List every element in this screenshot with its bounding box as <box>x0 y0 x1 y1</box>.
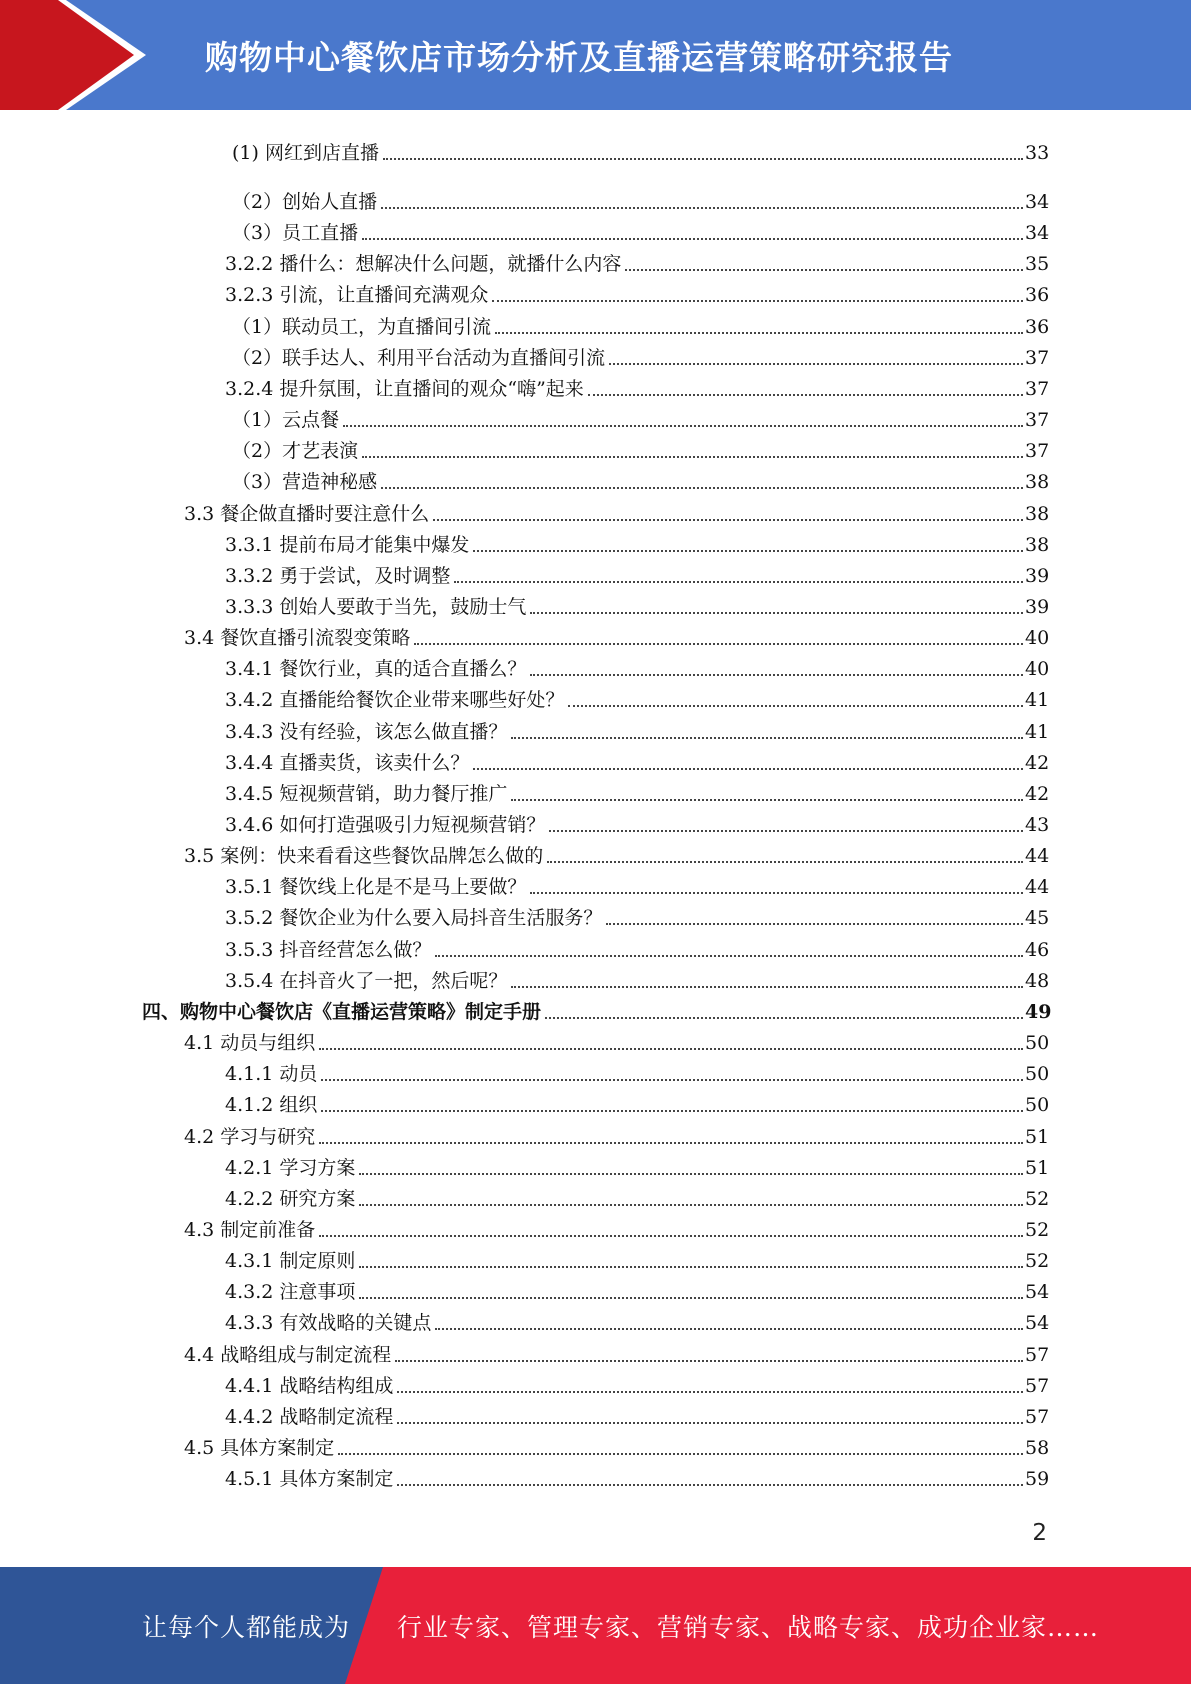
toc-entry-label: 4.3.3 有效战略的关键点 <box>225 1312 432 1335</box>
toc-dot-leader <box>511 986 1023 988</box>
toc-entry[interactable] <box>225 1372 1050 1400</box>
toc-entry-page: 44 <box>1025 845 1050 868</box>
toc-dot-leader <box>397 1422 1023 1424</box>
toc-entry-page: 37 <box>1025 440 1050 463</box>
toc-dot-leader <box>362 456 1023 458</box>
toc-entry-page: 39 <box>1025 595 1050 618</box>
toc-entry-page: 44 <box>1025 876 1050 899</box>
toc-entry-label: 4.4.2 战略制定流程 <box>225 1405 394 1428</box>
toc-entry-page: 39 <box>1025 564 1050 587</box>
toc-entry-label: 3.5.2 餐饮企业为什么要入局抖音生活服务？ <box>225 907 603 930</box>
toc-entry-page: 43 <box>1025 814 1050 836</box>
toc-entry[interactable] <box>232 344 1050 372</box>
toc-entry-label: 4.3 制定前准备 <box>184 1218 316 1241</box>
toc-entry[interactable] <box>225 1091 1050 1119</box>
toc-entry-page: 49 <box>1025 1000 1052 1023</box>
toc-entry-page: 40 <box>1025 627 1050 650</box>
toc-entry-page: 59 <box>1025 1468 1050 1491</box>
toc-entry[interactable] <box>225 1247 1050 1275</box>
toc-entry-label: （2）联手达人、利用平台活动为直播间引流 <box>232 346 606 369</box>
toc-entry[interactable] <box>225 1403 1050 1431</box>
toc-entry-label: 3.4.1 餐饮行业，真的适合直播么？ <box>225 658 527 681</box>
toc-entry[interactable] <box>232 468 1050 496</box>
toc-entry-page: 46 <box>1025 938 1050 961</box>
toc-dot-leader <box>588 394 1023 396</box>
toc-entry-page: 52 <box>1025 1187 1050 1210</box>
toc-entry-label: 3.4.5 短视频营销，助力餐厅推广 <box>225 782 508 805</box>
toc-entry[interactable] <box>225 1465 1050 1493</box>
toc-entry[interactable] <box>232 437 1050 465</box>
toc-entry[interactable] <box>225 1154 1050 1182</box>
toc-entry[interactable] <box>225 375 1050 403</box>
toc-entry-page: 57 <box>1025 1405 1050 1428</box>
toc-dot-leader <box>549 830 1023 832</box>
toc-entry-page: 37 <box>1025 346 1050 369</box>
toc-entry-label: 3.4.6 如何打造强吸引力短视频营销？ <box>225 814 546 836</box>
toc-dot-leader <box>473 768 1023 770</box>
toc-entry[interactable] <box>184 1123 1050 1151</box>
toc-entry-page: 52 <box>1025 1218 1050 1241</box>
toc-dot-leader <box>435 955 1023 957</box>
toc-entry-page: 58 <box>1025 1437 1050 1459</box>
toc-entry-page: 42 <box>1025 751 1050 774</box>
toc-entry-label: 3.5 案例：快来看看这些餐饮品牌怎么做的 <box>184 845 544 868</box>
toc-dot-leader <box>395 1360 1023 1362</box>
toc-entry-label: 3.2.2 播什么：想解决什么问题，就播什么内容 <box>225 253 622 276</box>
report-title: 购物中心餐饮店市场分析及直播运营策略研究报告 <box>205 37 953 77</box>
toc-entry[interactable] <box>225 562 1050 590</box>
toc-entry-page: 35 <box>1025 253 1050 276</box>
toc-entry[interactable] <box>232 313 1050 341</box>
toc-entry-label: 3.3.3 创始人要敢于当先，鼓励士气 <box>225 595 527 618</box>
toc-entry[interactable] <box>225 531 1050 559</box>
toc-dot-leader <box>495 332 1023 334</box>
toc-dot-leader <box>530 674 1023 676</box>
toc-entry-page: 38 <box>1025 471 1050 494</box>
header-bar <box>0 0 1191 110</box>
toc-dot-leader <box>547 861 1023 863</box>
toc-dot-leader <box>381 207 1023 209</box>
toc-entry-label: 4.2.1 学习方案 <box>225 1156 356 1179</box>
toc-entry[interactable] <box>232 406 1050 434</box>
toc-entry-label: （3）营造神秘感 <box>232 471 378 494</box>
toc-dot-leader <box>383 158 1023 160</box>
toc-entry-page: 38 <box>1025 502 1050 525</box>
toc-entry[interactable] <box>184 1216 1050 1244</box>
toc-entry[interactable] <box>232 139 1050 167</box>
toc-entry-label: 4.4.1 战略结构组成 <box>225 1374 394 1397</box>
toc-entry-label: （2）创始人直播 <box>232 191 378 213</box>
toc-entry-page: 38 <box>1025 533 1050 556</box>
toc-dot-leader <box>414 643 1023 645</box>
toc-entry[interactable] <box>232 219 1050 247</box>
toc-entry[interactable] <box>225 655 1050 683</box>
toc-dot-leader <box>545 1017 1023 1019</box>
toc-entry-label: 4.5 具体方案制定 <box>184 1437 335 1459</box>
toc-entry-label: 四、购物中心餐饮店《直播运营策略》制定手册 <box>142 1000 542 1023</box>
toc-dot-leader <box>359 1204 1023 1206</box>
toc-entry-label: (1) 网红到店直播 <box>232 142 379 164</box>
toc-entry-label: （1）联动员工，为直播间引流 <box>232 315 492 338</box>
toc-entry-page: 36 <box>1025 284 1050 307</box>
toc-entry-page: 57 <box>1025 1374 1050 1397</box>
toc-entry-label: 3.2.3 引流，让直播间充满观众 <box>225 284 489 307</box>
toc-entry[interactable] <box>184 624 1050 652</box>
toc-dot-leader <box>606 923 1023 925</box>
toc-entry[interactable] <box>225 904 1050 932</box>
toc-dot-leader <box>492 300 1023 302</box>
toc-dot-leader <box>397 1484 1023 1486</box>
toc-dot-leader <box>433 519 1023 521</box>
toc-dot-leader <box>511 737 1023 739</box>
toc-dot-leader <box>435 1328 1023 1330</box>
toc-dot-leader <box>338 1453 1023 1455</box>
toc-dot-leader <box>319 1142 1023 1144</box>
toc-entry[interactable] <box>225 749 1050 777</box>
toc-entry[interactable] <box>184 1434 1050 1462</box>
toc-entry-label: 3.5.4 在抖音火了一把，然后呢？ <box>225 969 508 992</box>
toc-entry-label: 3.4.4 直播卖货，该卖什么？ <box>225 751 470 774</box>
toc-entry-page: 36 <box>1025 315 1050 338</box>
toc-dot-leader <box>321 1079 1023 1081</box>
toc-dot-leader <box>319 1235 1023 1237</box>
toc-entry-label: 3.3.2 勇于尝试，及时调整 <box>225 564 451 587</box>
toc-entry-page: 48 <box>1025 969 1050 992</box>
toc-entry-page: 50 <box>1025 1063 1050 1086</box>
toc-entry-page: 54 <box>1025 1312 1050 1335</box>
toc-entry[interactable] <box>232 188 1050 216</box>
toc-dot-leader <box>473 550 1023 552</box>
toc-entry[interactable] <box>225 780 1050 808</box>
toc-entry-page: 42 <box>1025 782 1050 805</box>
toc-dot-leader <box>568 705 1023 707</box>
toc-entry-label: 3.5.1 餐饮线上化是不是马上要做？ <box>225 876 527 899</box>
toc-dot-leader <box>609 363 1023 365</box>
toc-entry[interactable] <box>142 998 1052 1026</box>
toc-dot-leader <box>359 1297 1023 1299</box>
footer-slogan-right: 行业专家、管理专家、营销专家、战略专家、成功企业家…… <box>397 1612 1100 1642</box>
toc-entry-label: 4.4 战略组成与制定流程 <box>184 1343 392 1366</box>
toc-entry-page: 40 <box>1025 658 1050 681</box>
toc-entry[interactable] <box>225 811 1050 839</box>
toc-entry-page: 33 <box>1025 142 1050 164</box>
toc-dot-leader <box>454 581 1023 583</box>
toc-entry-label: （1）云点餐 <box>232 409 340 432</box>
footer-banner <box>0 1567 1191 1684</box>
footer-slogan-left: 让每个人都能成为 <box>142 1612 351 1642</box>
toc-dot-leader <box>381 487 1023 489</box>
toc-entry-page: 51 <box>1025 1125 1050 1148</box>
toc-dot-leader <box>343 425 1023 427</box>
toc-entry[interactable] <box>184 500 1050 528</box>
toc-entry-label: 3.2.4 提升氛围，让直播间的观众“嗨”起来 <box>225 377 584 400</box>
toc-entry-label: 3.4.3 没有经验，该怎么做直播？ <box>225 720 508 743</box>
toc-entry-page: 45 <box>1025 907 1050 930</box>
toc-entry-label: 4.1.2 组织 <box>225 1094 318 1117</box>
toc-entry[interactable] <box>225 873 1050 901</box>
toc-entry[interactable] <box>225 1309 1050 1337</box>
toc-entry-page: 50 <box>1025 1094 1050 1117</box>
toc-entry[interactable] <box>225 967 1050 995</box>
toc-entry-label: 3.4.2 直播能给餐饮企业带来哪些好处？ <box>225 689 565 712</box>
toc-entry-label: 4.1 动员与组织 <box>184 1032 316 1055</box>
toc-entry-page: 37 <box>1025 377 1050 400</box>
toc-entry-page: 41 <box>1025 689 1050 712</box>
toc-entry-page: 34 <box>1025 191 1050 213</box>
toc-dot-leader <box>321 1110 1023 1112</box>
toc-entry-label: 4.5.1 具体方案制定 <box>225 1468 394 1491</box>
toc-entry-page: 41 <box>1025 720 1050 743</box>
toc-entry-label: 3.3 餐企做直播时要注意什么 <box>184 502 430 525</box>
toc-entry[interactable] <box>225 1185 1050 1213</box>
toc-entry[interactable] <box>184 1029 1050 1057</box>
toc-entry[interactable] <box>184 842 1050 870</box>
toc-entry[interactable] <box>225 718 1050 746</box>
toc-dot-leader <box>362 238 1023 240</box>
toc-entry-label: （2）才艺表演 <box>232 440 359 463</box>
toc-entry-label: 4.2 学习与研究 <box>184 1125 316 1148</box>
toc-entry-page: 50 <box>1025 1032 1050 1055</box>
toc-entry[interactable] <box>225 281 1050 309</box>
toc-entry-label: 4.3.2 注意事项 <box>225 1281 356 1304</box>
toc-entry-page: 51 <box>1025 1156 1050 1179</box>
toc-entry-label: 3.4 餐饮直播引流裂变策略 <box>184 627 411 650</box>
toc-entry[interactable] <box>225 1060 1050 1088</box>
toc-entry-label: 3.3.1 提前布局才能集中爆发 <box>225 533 470 556</box>
toc-dot-leader <box>319 1048 1023 1050</box>
toc-dot-leader <box>511 799 1023 801</box>
toc-dot-leader <box>530 612 1023 614</box>
toc-entry-label: 4.2.2 研究方案 <box>225 1187 356 1210</box>
toc-dot-leader <box>530 892 1023 894</box>
toc-entry-label: 4.1.1 动员 <box>225 1063 318 1086</box>
toc-entry-label: （3）员工直播 <box>232 222 359 245</box>
toc-entry[interactable] <box>225 593 1050 621</box>
toc-dot-leader <box>397 1391 1023 1393</box>
toc-entry[interactable] <box>225 1278 1050 1306</box>
toc-entry-label: 4.3.1 制定原则 <box>225 1250 356 1273</box>
toc-entry-page: 54 <box>1025 1281 1050 1304</box>
toc-entry-page: 34 <box>1025 222 1050 245</box>
toc-entry[interactable] <box>225 250 1050 278</box>
toc-entry-label: 3.5.3 抖音经营怎么做？ <box>225 938 432 961</box>
toc-entry[interactable] <box>225 936 1050 964</box>
page-number: 2 <box>1032 1520 1047 1546</box>
toc-entry-page: 52 <box>1025 1250 1050 1273</box>
toc-dot-leader <box>625 269 1023 271</box>
toc-entry-page: 57 <box>1025 1343 1050 1366</box>
toc-dot-leader <box>359 1173 1023 1175</box>
toc-entry[interactable] <box>225 686 1050 714</box>
toc-entry-page: 37 <box>1025 409 1050 432</box>
toc-dot-leader <box>359 1266 1023 1268</box>
toc-entry[interactable] <box>184 1341 1050 1369</box>
